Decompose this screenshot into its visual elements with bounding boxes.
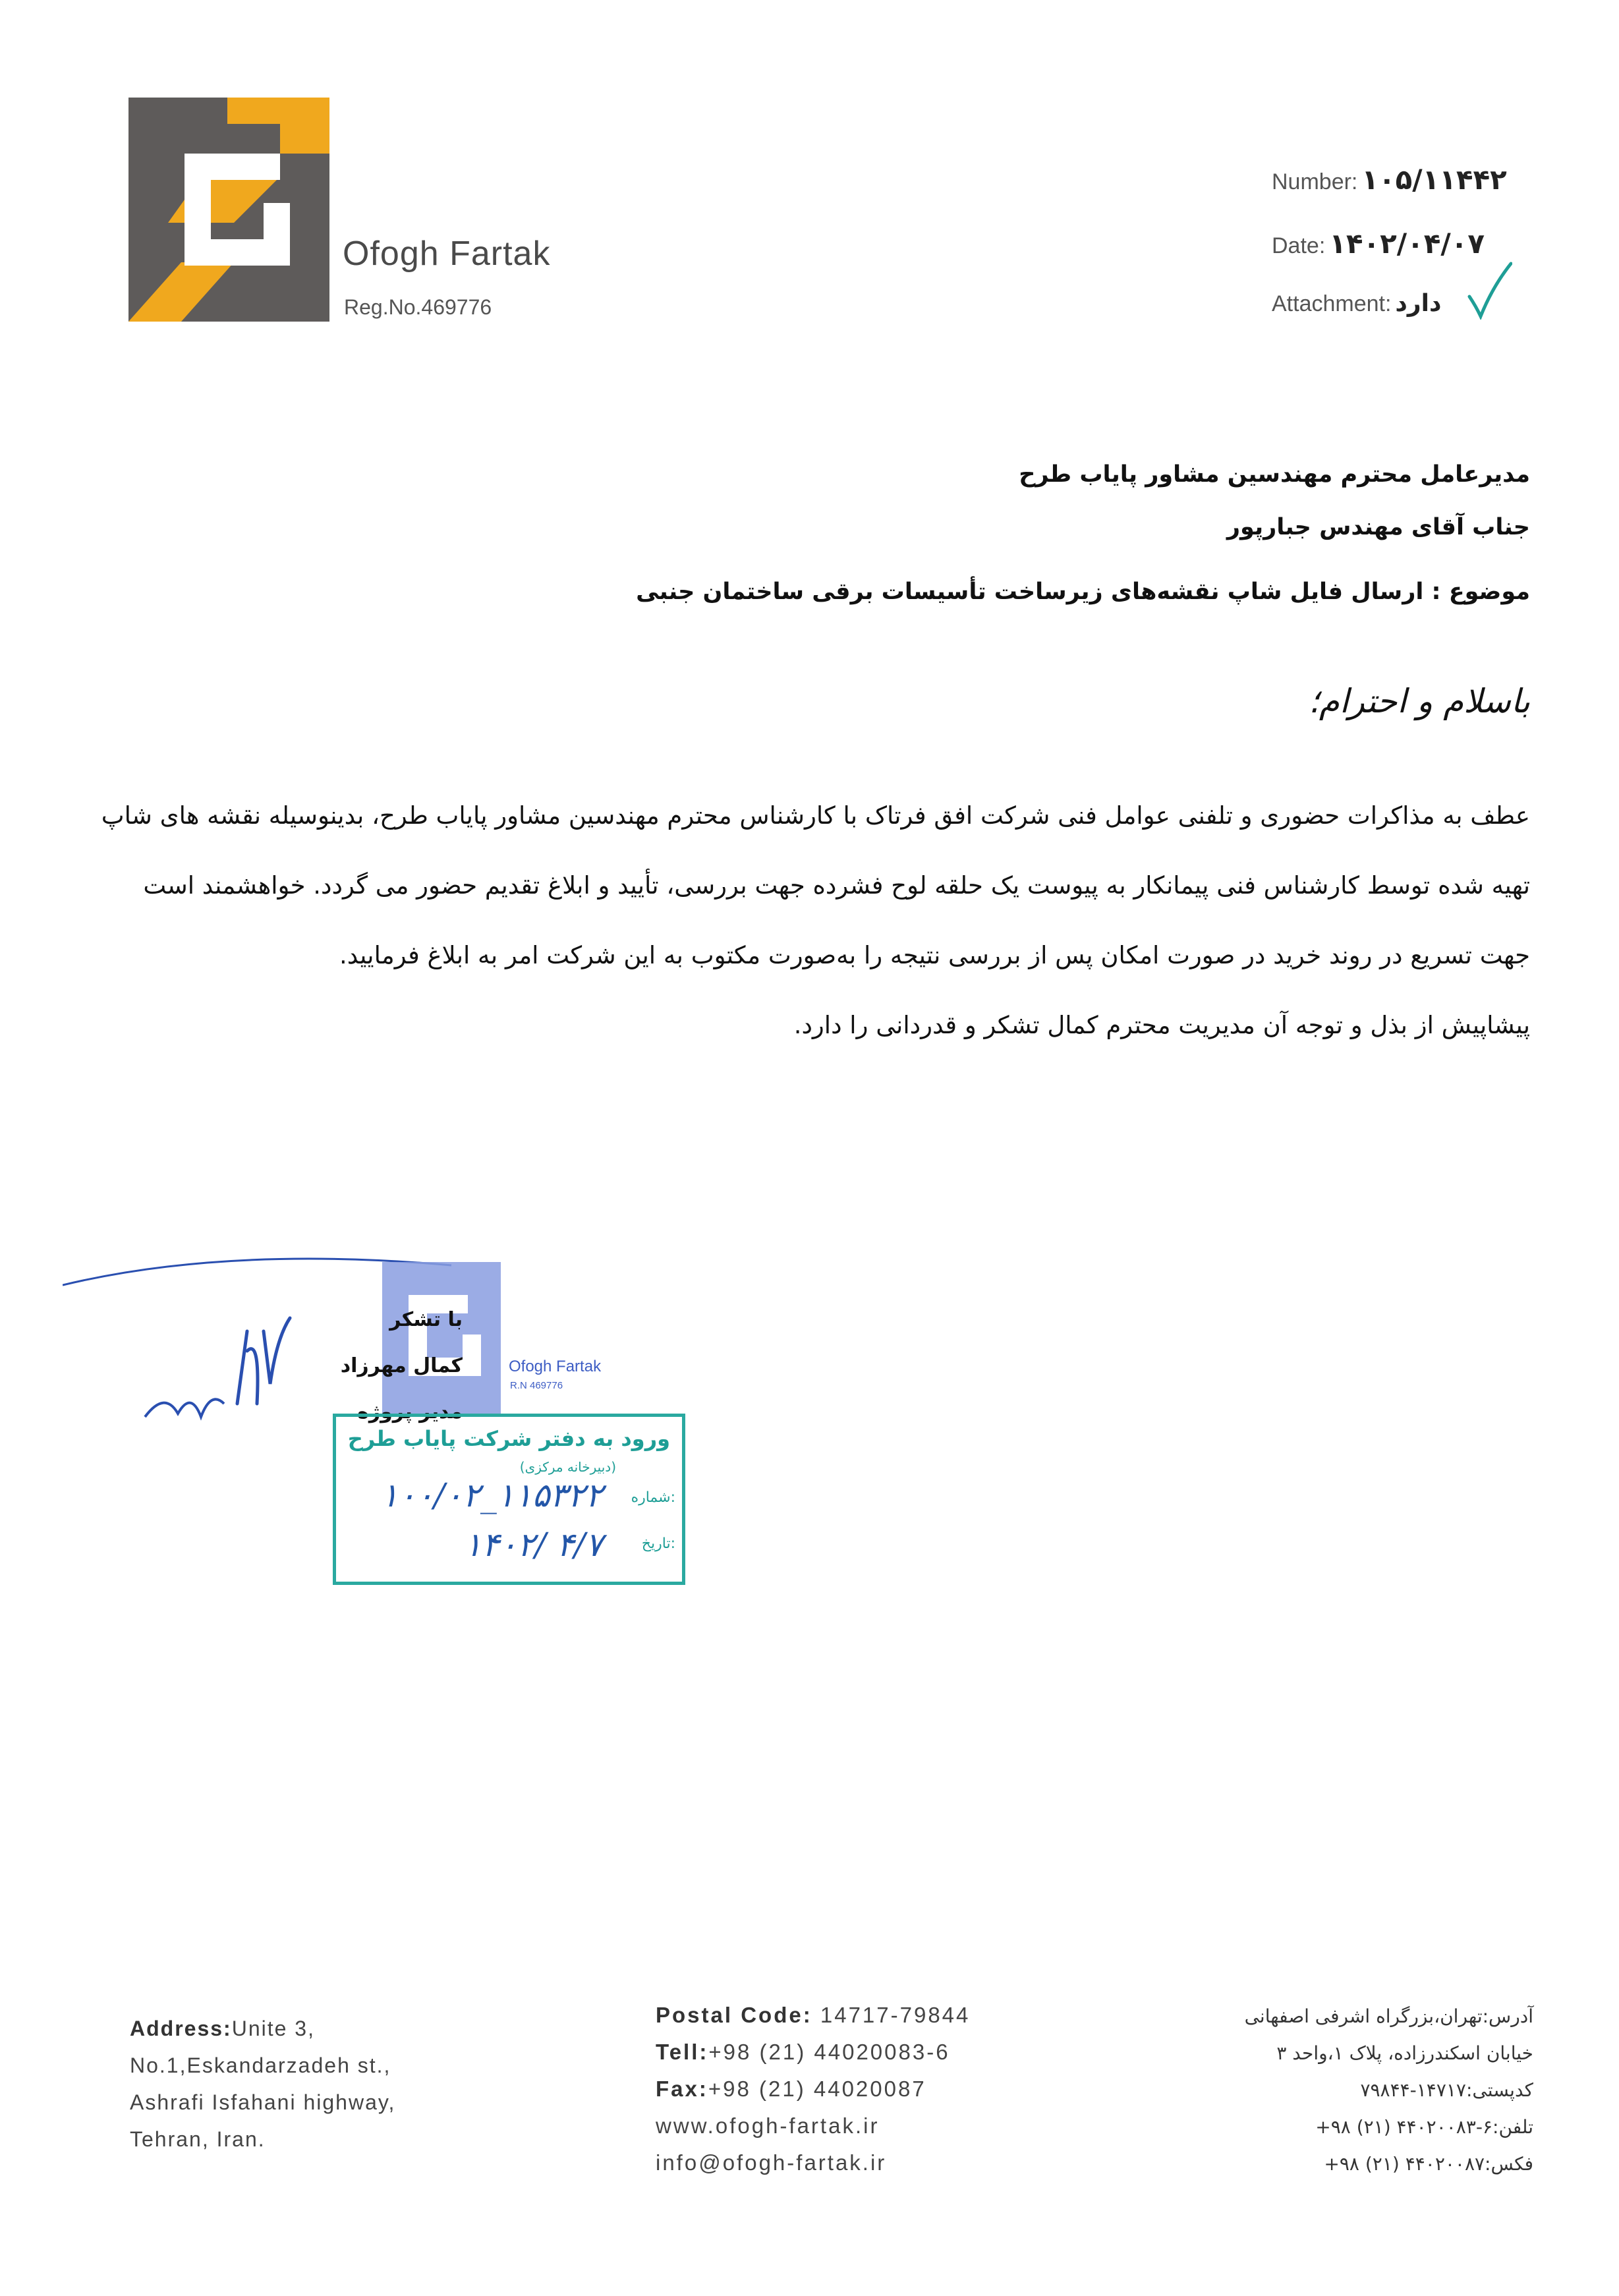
brand-name: Ofogh Fartak bbox=[343, 235, 551, 273]
seal-brand: Ofogh Fartak bbox=[509, 1358, 602, 1375]
letter-attachment bbox=[1272, 290, 1441, 317]
footer-address-en bbox=[130, 2010, 395, 2158]
recipient-title: مدیرعامل محترم مهندسین مشاور پایاب طرح bbox=[1019, 461, 1530, 488]
address-line: Ashrafi Isfahani highway, bbox=[130, 2090, 396, 2114]
stamp-subtitle: (دبیرخانه مرکزی) bbox=[519, 1459, 616, 1475]
email-link[interactable]: info@ofogh-fartak.ir bbox=[656, 2150, 887, 2175]
letter-date bbox=[1272, 227, 1485, 260]
stamp-number-value: ۱۰۰/۰۲_۱۱۵۳۲۲ bbox=[380, 1476, 603, 1514]
website-link[interactable]: www.ofogh-fartak.ir bbox=[656, 2113, 880, 2138]
attachment-label: Attachment: bbox=[1272, 291, 1392, 316]
signer-name: کمال مهرزاد bbox=[340, 1354, 463, 1377]
tel-label: Tell: bbox=[656, 2040, 709, 2064]
recipient-name: جناب آقای مهندس جبارپور bbox=[1226, 514, 1530, 540]
postal-value: 14717-79844 bbox=[812, 2003, 971, 2027]
received-stamp bbox=[333, 1414, 685, 1585]
letter-body bbox=[87, 781, 1530, 1060]
address-label: Address: bbox=[130, 2017, 232, 2040]
body-paragraph: عطف به مذاکرات حضوری و تلفنی عوامل فنی شرکت افق فرتاک با کارشناس محترم مهندسین مشاور پایاب طرح، بدینوسیله نقشه های شاپ تهیه شده توسط کارشناس فنی پیمانکار به پیوست یک حلقه لوح فشرده جهت بررسی، تأیید و ابلاغ تقدیم حضور می گردد. خواهشمند است جهت تسریع در روند خرید در صورت امکان پس از بررسی نتیجه را به‌صورت مکتوب به این شرکت امر به ابلاغ فرمایید. bbox=[101, 801, 1530, 969]
stamp-number-label: شماره: bbox=[631, 1489, 675, 1506]
letter-number bbox=[1272, 163, 1507, 196]
fax-value: +98 (21) 44020087 bbox=[708, 2077, 926, 2101]
address-line: Tehran, Iran. bbox=[130, 2127, 266, 2151]
fa-address-line: آدرس:تهران،بزرگراه اشرفی اصفهانی bbox=[1244, 2005, 1533, 2027]
number-label: Number: bbox=[1272, 169, 1358, 194]
postal-label: Postal Code: bbox=[656, 2003, 812, 2027]
signer-title: مدیر پروژه bbox=[357, 1400, 463, 1423]
greeting: باسلام و احترام؛ bbox=[1309, 682, 1530, 720]
letter-subject: موضوع : ارسال فایل شاپ نقشه‌های زیرساخت تأسیسات برقی ساختمان جنبی bbox=[636, 579, 1530, 605]
signer-closing: با تشکر bbox=[389, 1308, 463, 1331]
seal-reg: R.N 469776 bbox=[510, 1380, 563, 1391]
date-value: ۱۴۰۲/۰۴/۰۷ bbox=[1329, 227, 1485, 260]
fax-label: Fax: bbox=[656, 2077, 708, 2101]
check-mark-icon bbox=[1466, 260, 1512, 320]
fa-fax: فکس:۴۴۰۲۰۰۸۷ (۲۱) ۹۸+ bbox=[1324, 2153, 1533, 2175]
closing-paragraph: پیشاپیش از بذل و توجه آن مدیریت محترم کمال تشکر و قدردانی را دارد. bbox=[793, 1011, 1530, 1039]
fa-address-line: خیابان اسکندرزاده، پلاک ۱،واحد ۳ bbox=[1276, 2042, 1533, 2064]
stamp-date-value: ۱۴۰۲/ ۴/۷ bbox=[464, 1526, 603, 1564]
stamp-title: ورود به دفتر شرکت پایاب طرح bbox=[347, 1426, 670, 1451]
address-line: No.1,Eskandarzadeh st., bbox=[130, 2053, 391, 2077]
registration-number: Reg.No.469776 bbox=[344, 295, 492, 319]
address-line: Unite 3, bbox=[231, 2017, 315, 2040]
footer-contact bbox=[656, 1997, 970, 2181]
tel-value: +98 (21) 44020083-6 bbox=[708, 2040, 950, 2064]
stamp-date-label: تاریخ: bbox=[641, 1535, 675, 1552]
handwritten-signature bbox=[138, 1292, 336, 1437]
number-value: ۱۰۵/۱۱۴۴۲ bbox=[1361, 163, 1507, 196]
date-label: Date: bbox=[1272, 233, 1326, 258]
fa-postal: کدپستی:۱۴۷۱۷-۷۹۸۴۴ bbox=[1360, 2079, 1533, 2101]
attachment-value: دارد bbox=[1395, 290, 1442, 317]
company-logo bbox=[128, 98, 329, 322]
fa-tel: تلفن:۶-۴۴۰۲۰۰۸۳ (۲۱) ۹۸+ bbox=[1315, 2116, 1533, 2138]
footer-address-fa bbox=[1245, 1998, 1533, 2183]
company-seal bbox=[382, 1262, 501, 1414]
